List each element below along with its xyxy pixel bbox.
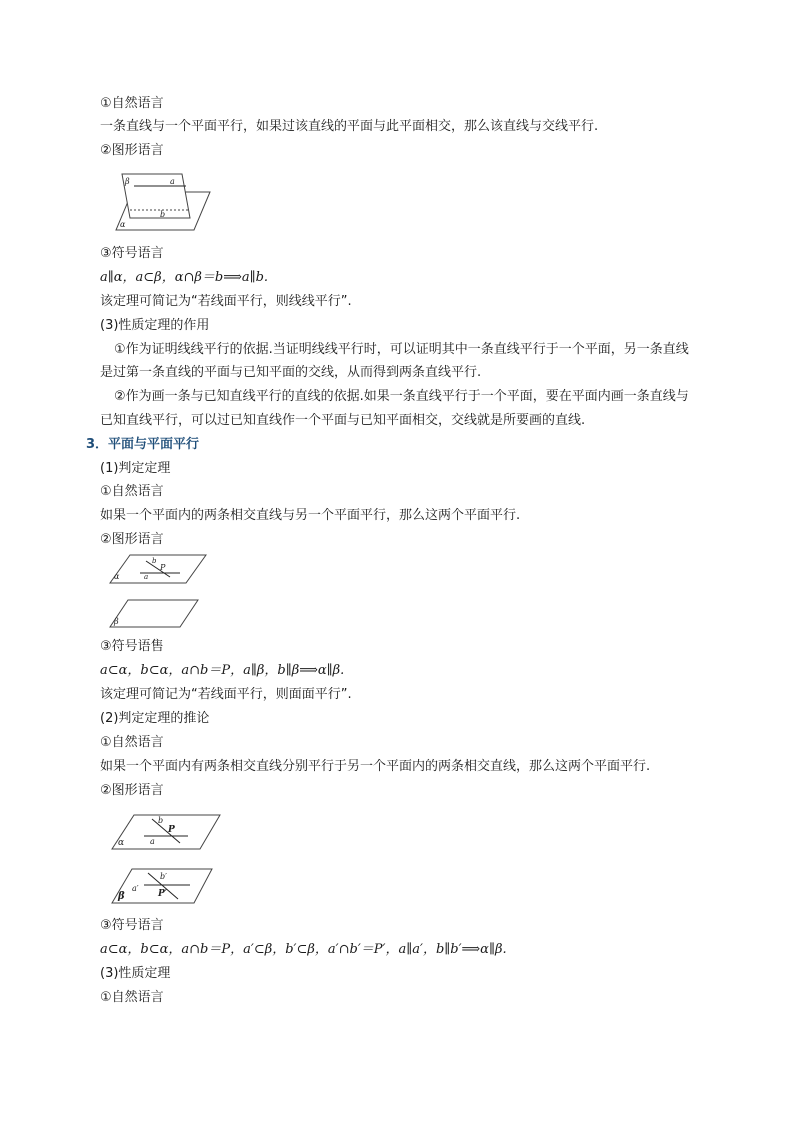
item-natural-language: ①自然语言	[100, 96, 164, 111]
symbol-formula-3: a⊂α，b⊂α，a∩b＝P，a′⊂β，b′⊂β，a′∩b′＝P′，a∥a′，b∥b′⟹α∥β.	[100, 942, 507, 957]
plane-beta-shape	[110, 600, 198, 627]
role-paragraph-2-line-1: ②作为画一条与已知直线平行的直线的依据.如果一条直线平行于一个平面，要在平面内画一条直线与	[114, 389, 689, 404]
item-figure-language-3: ②图形语言	[100, 783, 164, 798]
label-alpha: α	[120, 220, 126, 229]
theorem-statement: 一条直线与一个平面平行，如果过该直线的平面与此平面相交，那么该直线与交线平行.	[100, 119, 599, 134]
line-b-shape	[146, 561, 170, 577]
label-alpha: α	[114, 572, 120, 581]
item-natural-language-4: ①自然语言	[100, 990, 164, 1005]
subheading-corollary: (2)判定定理的推论	[100, 711, 210, 726]
label-b-prime: b′	[160, 872, 167, 881]
label-P-prime: P′	[158, 889, 168, 899]
label-beta: β	[118, 891, 125, 902]
label-b: b	[158, 816, 164, 825]
label-b: b	[152, 557, 157, 565]
subheading-criterion: (1)判定定理	[100, 461, 171, 476]
label-alpha: α	[118, 838, 125, 848]
item-symbol-language: ③符号语言	[100, 246, 164, 261]
symbol-formula: a∥α，a⊂β，α∩β＝b⟹a∥b.	[100, 270, 269, 285]
label-beta: β	[125, 177, 130, 186]
item-symbol-language-3: ③符号语言	[100, 918, 164, 933]
criterion-statement: 如果一个平面内的两条相交直线与另一个平面平行，那么这两个平面平行.	[100, 508, 521, 523]
line-b-shape	[152, 819, 180, 843]
theorem-summary: 该定理可简记为“若线面平行，则线线平行”.	[100, 294, 352, 309]
label-a: a	[144, 573, 149, 581]
item-symbol-language-2: ③符号语售	[100, 639, 164, 654]
subheading-property: (3)性质定理	[100, 966, 171, 981]
label-a-prime: a′	[132, 884, 139, 893]
role-paragraph-2-line-2: 已知直线平行，可以过已知直线作一个平面与已知平面相交，交线就是所要画的直线.	[100, 413, 586, 428]
label-b: b	[160, 210, 166, 219]
item-natural-language-2: ①自然语言	[100, 484, 164, 499]
item-figure-language-2: ②图形语言	[100, 532, 164, 547]
plane-alpha-shape	[112, 815, 220, 849]
corollary-statement: 如果一个平面内有两条相交直线分别平行于另一个平面内的两条相交直线，那么这两个平面平行.	[100, 759, 651, 774]
label-P: P	[168, 825, 175, 835]
role-paragraph-1-line-1: ①作为证明线线平行的依据.当证明线线平行时，可以证明其中一条直线平行于一个平面，另一条直线	[114, 342, 689, 357]
section-heading-plane-plane-parallel: 3．平面与平面平行	[86, 437, 200, 452]
figure-corollary	[108, 807, 224, 911]
plane-beta-shape	[122, 174, 190, 218]
symbol-formula-2: a⊂α，b⊂α，a∩b＝P，a∥β，b∥β⟹α∥β.	[100, 663, 345, 678]
label-a: a	[170, 177, 175, 186]
figure-line-plane-parallel	[108, 170, 218, 240]
label-P: P	[160, 563, 166, 572]
figure-plane-plane-criterion	[108, 553, 218, 637]
criterion-summary: 该定理可简记为“若线面平行，则面面平行”.	[100, 687, 352, 702]
item-figure-language: ②图形语言	[100, 143, 164, 158]
role-paragraph-1-line-2: 是过第一条直线的平面与已知平面的交线，从而得到两条直线平行.	[100, 365, 482, 380]
item-natural-language-3: ①自然语言	[100, 735, 164, 750]
label-a: a	[150, 837, 155, 846]
label-beta: β	[114, 617, 119, 626]
subheading-role: (3)性质定理的作用	[100, 318, 210, 333]
